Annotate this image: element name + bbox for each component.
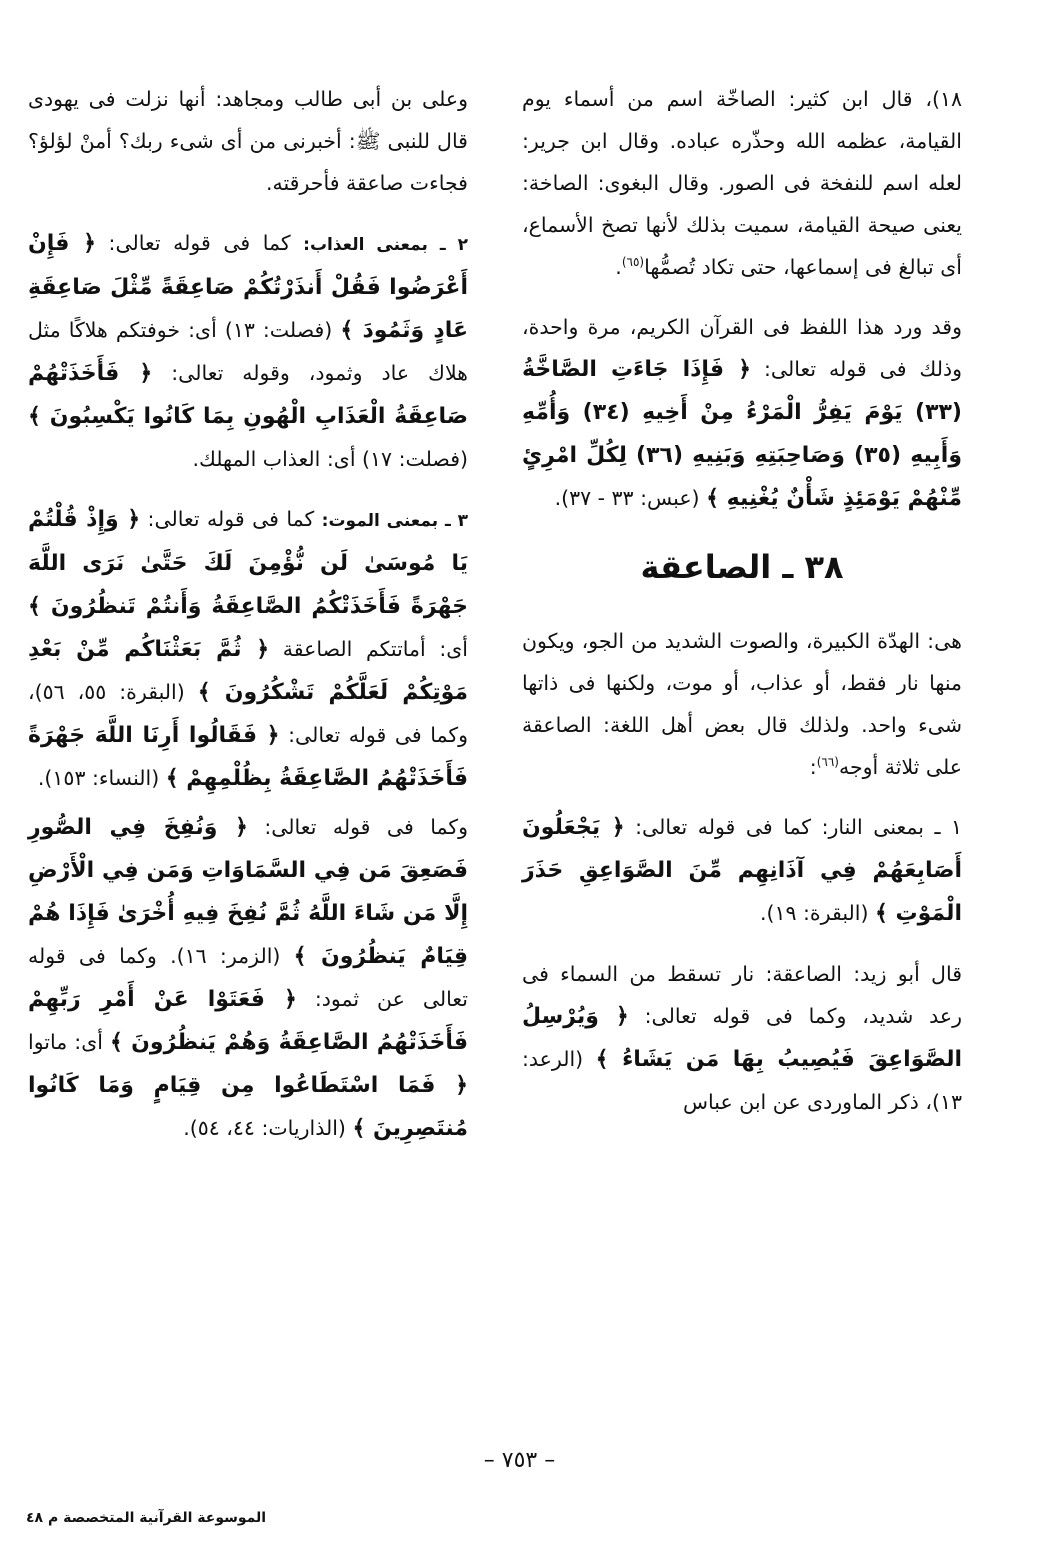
quran-verse: ﴿ فَقَالُوا أَرِنَا اللَّهَ جَهْرَةً فَأَخَذَتْهُمُ الصَّاعِقَةُ بِظُلْمِهِمْ ﴾ (28, 723, 468, 791)
citation: (البقرة: ٥٥، ٥٦)، وكما فى قوله تعالى: (28, 680, 469, 747)
citation: (النساء: ١٥٣). (37, 766, 166, 790)
paragraph-text: ١ ـ بمعنى النار: كما فى قوله تعالى: (624, 815, 962, 839)
paragraph-text: (الزمر: ١٦). وكما فى قوله تعالى عن ثمود: (28, 944, 468, 1011)
paragraph-text: كما فى قوله تعالى: (96, 231, 304, 255)
paragraph (28, 806, 468, 1150)
paragraph (28, 78, 468, 204)
paragraph (522, 78, 962, 288)
paragraph (522, 306, 962, 520)
paragraph-text: (فصلت: ١٣) أى: خوفتكم هلاكًا مثل هلاك عاد وثمود، وقوله تعالى: (28, 318, 468, 385)
quran-verse: ﴿ فَعَتَوْا عَنْ أَمْرِ رَبِّهِمْ فَأَخَذَتْهُمُ الصَّاعِقَةُ وَهُمْ يَنظُرُونَ ﴾ (28, 987, 468, 1055)
section-heading: ٣٨ ـ الصاعقة (640, 548, 844, 586)
paragraph (522, 953, 962, 1123)
citation: (الذاريات: ٤٤، ٥٤). (183, 1116, 353, 1140)
paragraph (522, 620, 962, 788)
quran-verse: ﴿ وَيُرْسِلُ الصَّوَاعِقَ فَيُصِيبُ بِهَا مَن يَشَاءُ ﴾ (522, 1004, 963, 1072)
paragraph-text: وكما فى قوله تعالى: (247, 815, 468, 839)
paragraph-text: : (809, 755, 817, 779)
quran-verse: ﴿ ثُمَّ بَعَثْنَاكُم مِّنْ بَعْدِ مَوْتِكُمْ لَعَلَّكُمْ تَشْكُرُونَ ﴾ (28, 637, 468, 705)
paragraph-text: كما فى قوله تعالى: (140, 507, 322, 531)
left-column (28, 78, 468, 1168)
paragraph-text: قال أبو زيد: الصاعقة: نار تسقط من السماء فى رعد شديد، وكما فى قوله تعالى: (522, 962, 962, 1028)
item-label: ٣ ـ بمعنى الموت: (321, 511, 468, 531)
citation: (عبس: ٣٣ - ٣٧). (554, 486, 707, 510)
quran-verse: ﴿ فَمَا اسْتَطَاعُوا مِن قِيَامٍ وَمَا كَانُوا مُنتَصِرِينَ ﴾ (28, 1073, 468, 1141)
paragraph (522, 806, 962, 935)
paragraph-text: أى: ماتوا (28, 1030, 111, 1054)
quran-verse: ﴿ فَإِذَا جَاءَتِ الصَّاخَّةُ (٣٣) يَوْمَ يَفِرُّ الْمَرْءُ مِنْ أَخِيهِ (٣٤) وَأُمِّهِ وَأَبِيهِ (٣٥) وَصَاحِبَتِهِ وَبَنِيهِ (٣٦) لِكُلِّ امْرِئٍ مِّنْهُمْ يَوْمَئِذٍ شَأْنٌ يُغْنِيهِ ﴾ (522, 357, 962, 511)
quran-verse: ﴿ وَنُفِخَ فِي الصُّورِ فَصَعِقَ مَن فِي السَّمَاوَاتِ وَمَن فِي الْأَرْضِ إِلَّا مَن شَاءَ اللَّهُ ثُمَّ نُفِخَ فِيهِ أُخْرَىٰ فَإِذَا هُمْ قِيَامٌ يَنظُرُونَ ﴾ (28, 815, 468, 969)
quran-verse: ﴿ فَأَخَذَتْهُمْ صَاعِقَةُ الْعَذَابِ الْهُونِ بِمَا كَانُوا يَكْسِبُونَ ﴾ (28, 361, 468, 429)
citation: (الرعد: ١٣)، ذكر الماوردى عن ابن عباس (522, 1047, 962, 1114)
quran-verse: ﴿ يَجْعَلُونَ أَصَابِعَهُمْ فِي آذَانِهِم مِّنَ الصَّوَاعِقِ حَذَرَ الْمَوْتِ ﴾ (522, 815, 962, 926)
item-label: ٢ ـ بمعنى العذاب: (303, 235, 468, 255)
paragraph-text: . (615, 255, 622, 279)
footnote-ref[interactable]: (٦٦) (816, 755, 839, 770)
paragraph-text: هى: الهدّة الكبيرة، والصوت الشديد من الجو، ويكون منها نار فقط، أو عذاب، أو موت، ولكنها فى ذاتها شىء واحد. ولذلك قال بعض أهل اللغة: الصاعقة على ثلاثة أوجه (522, 629, 962, 779)
footnote-ref[interactable]: (٦٥) (621, 255, 645, 270)
paragraph-text: وعلى بن أبى طالب ومجاهد: أنها نزلت فى يهودى قال للنبى ﷺ: أخبرنى من أى شىء ربك؟ أمنْ لؤلؤ؟ فجاءت صاعقة فأحرقته. (28, 87, 468, 195)
quran-verse: ﴿ وَإِذْ قُلْتُمْ يَا مُوسَىٰ لَن نُّؤْمِنَ لَكَ حَتَّىٰ نَرَى اللَّهَ جَهْرَةً فَأَخَذَتْكُمُ الصَّاعِقَةُ وَأَنتُمْ تَنظُرُونَ ﴾ (28, 507, 468, 619)
paragraph-text: وقد ورد هذا اللفظ فى القرآن الكريم، مرة واحدة، وذلك فى قوله تعالى: (522, 315, 962, 381)
paragraph (28, 222, 468, 480)
page-number: – ٧٥٣ – (483, 1448, 556, 1473)
citation: (البقرة: ١٩). (759, 901, 875, 925)
footer-signature: الموسوعة القرآنية المتخصصة م ٤٨ (26, 1510, 267, 1526)
quran-verse: ﴿ فَإِنْ أَعْرَضُوا فَقُلْ أَنذَرْتُكُمْ صَاعِقَةً مِّثْلَ صَاعِقَةِ عَادٍ وَثَمُودَ ﴾ (28, 231, 468, 343)
citation: (فصلت: ١٧) أى: العذاب المهلك. (192, 447, 468, 471)
paragraph (28, 498, 468, 800)
right-column (522, 78, 962, 1141)
paragraph-text: ١٨)، قال ابن كثير: الصاخّة اسم من أسماء يوم القيامة، عظمه الله وحذّره عباده. وقال ابن جرير: لعله اسم للنفخة فى الصور. وقال البغوى: الصاخة: يعنى صيحة القيامة، سميت بذلك لأنها تصخ الأسماع، أى تبالغ فى إسماعها، حتى تكاد تُصمُّها (522, 87, 962, 279)
paragraph-text: أى: أماتتكم الصاعقة (269, 637, 468, 661)
